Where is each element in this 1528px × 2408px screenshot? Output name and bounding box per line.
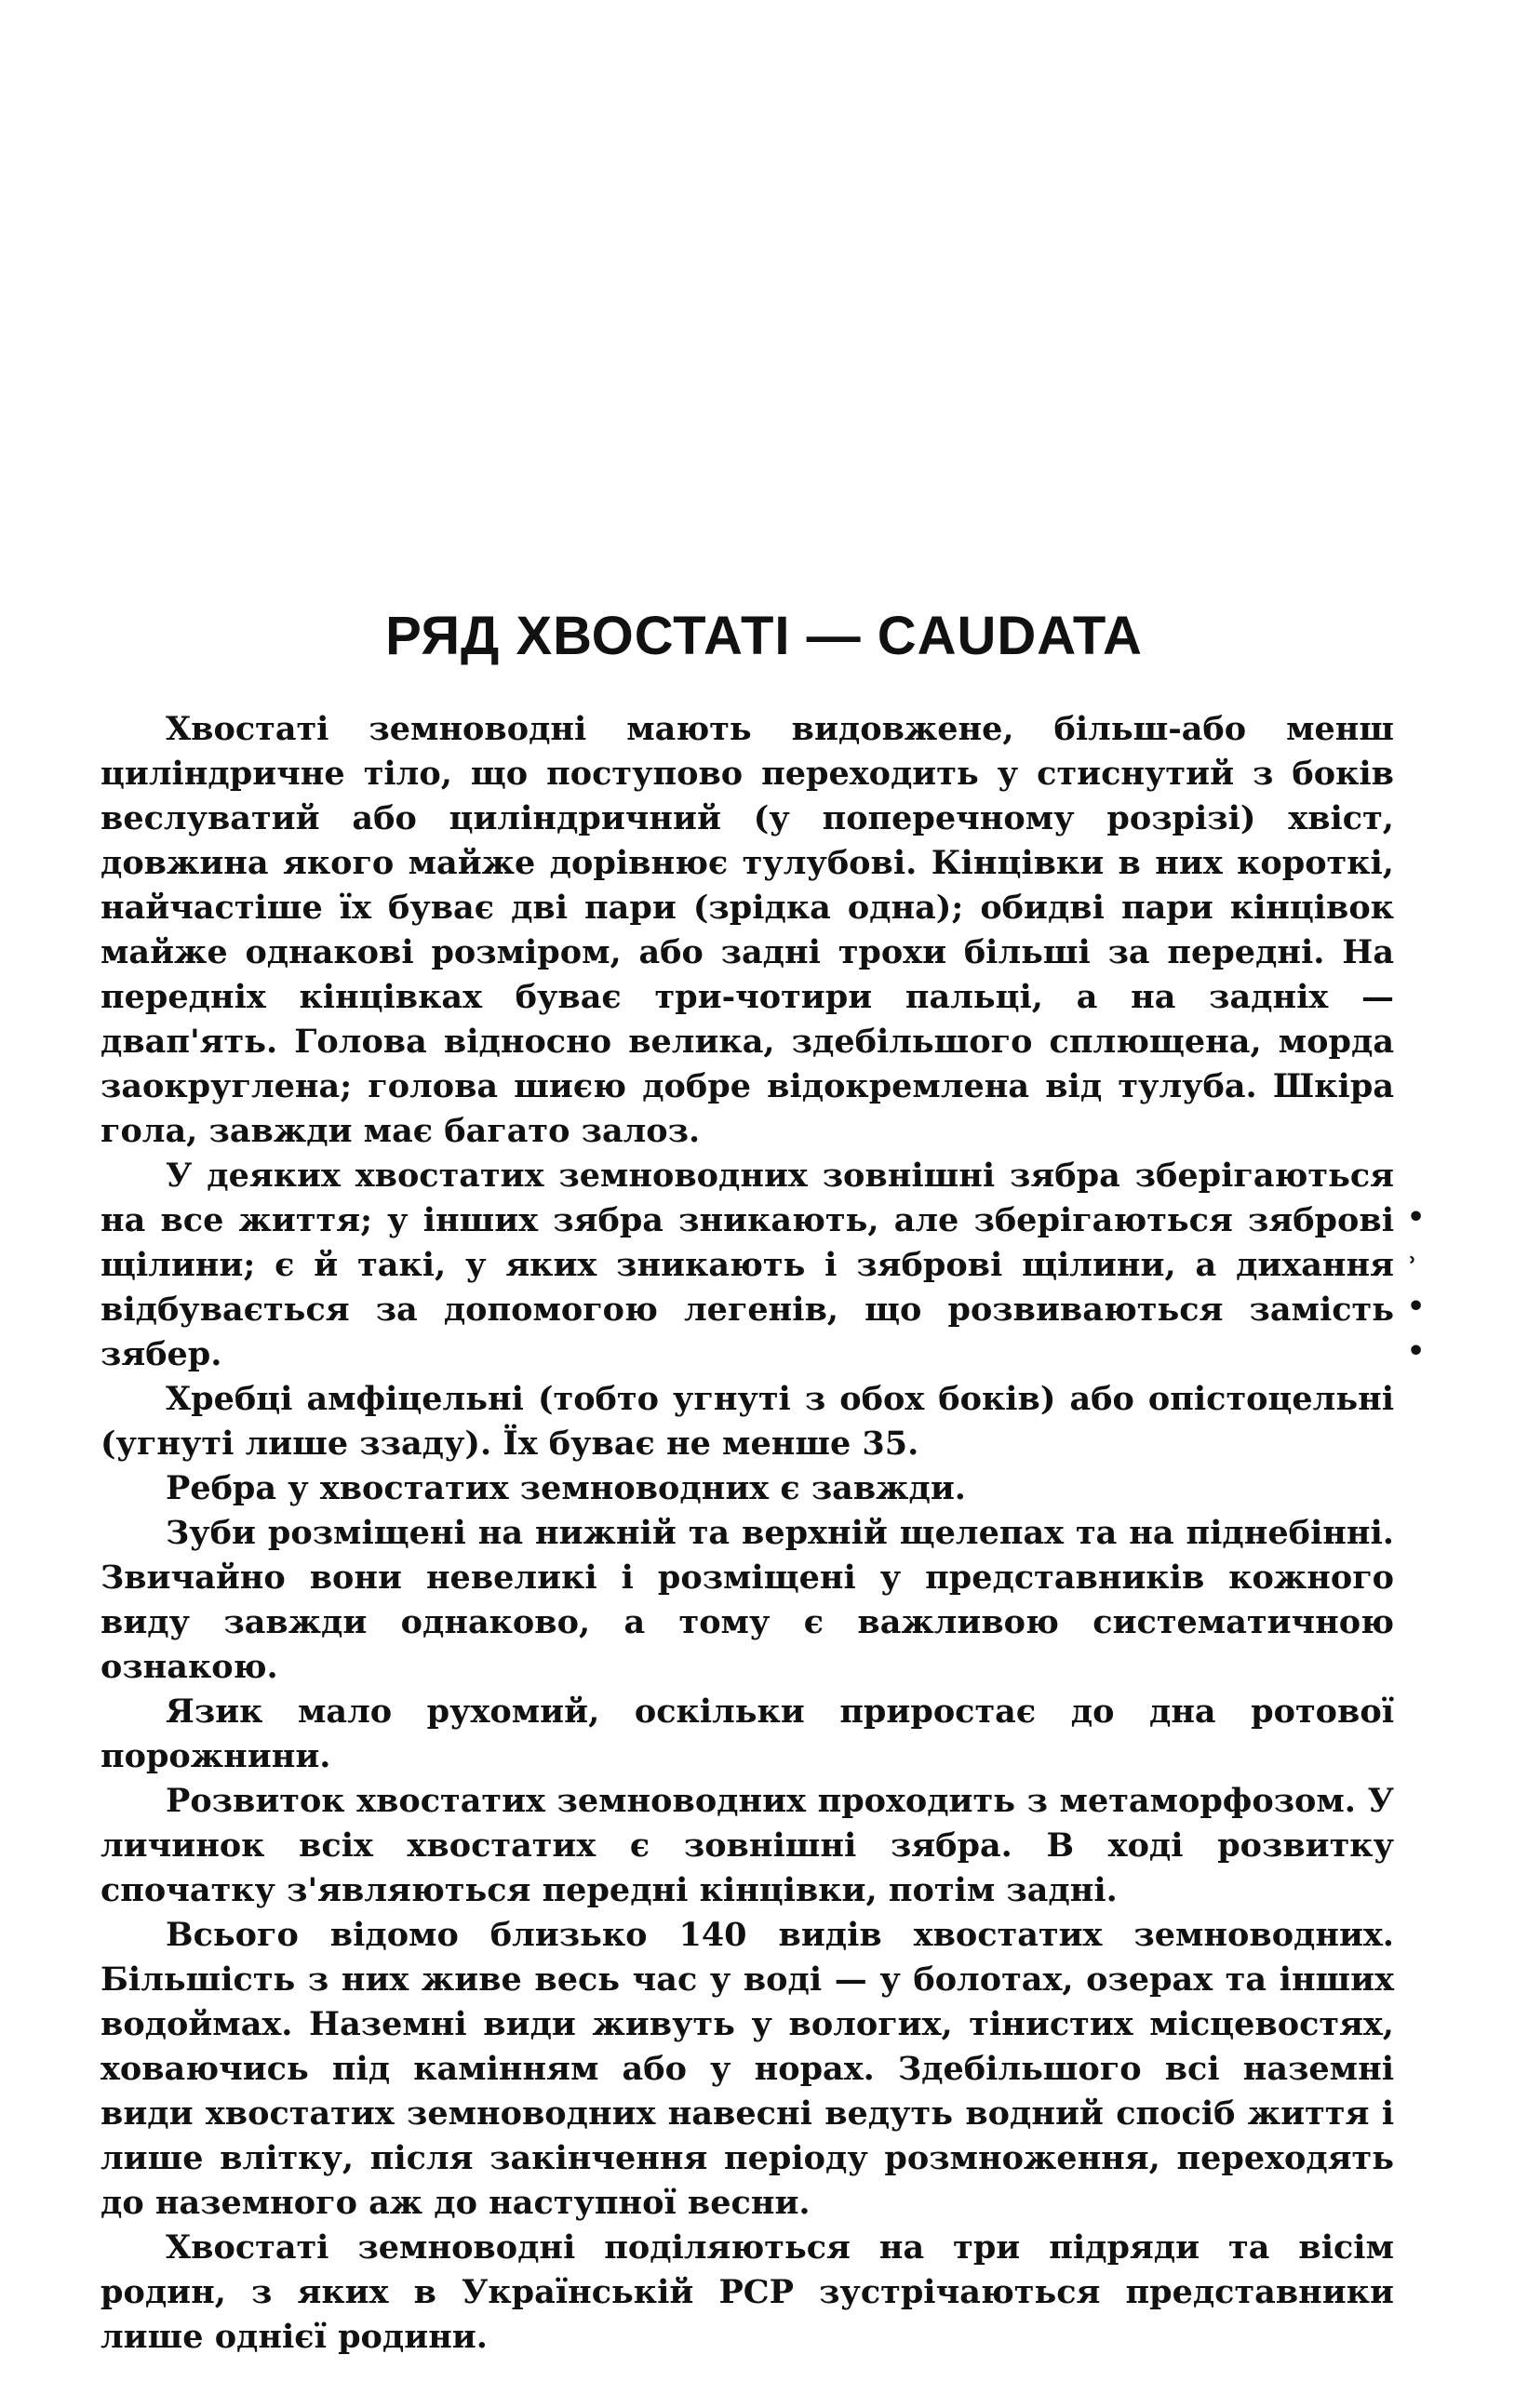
body-text bbox=[101, 707, 1394, 2360]
margin-mark: ˒ bbox=[1407, 1246, 1417, 1278]
margin-marks bbox=[1407, 1196, 1435, 1374]
margin-mark: • bbox=[1407, 1201, 1426, 1234]
paragraph-suborders: Хвостаті земноводні поділяються на три підряди та вісім родин, з яких в Українській РСР зустрічаються представники лише однієї родини. bbox=[101, 2228, 1394, 2356]
paragraph-teeth: Зуби розміщені на нижній та верхній щелепах та на піднебінні. Звичайно вони невеликі і розміщені у представників кожного виду завжди однаково, а тому є важливою систематичною ознакою. bbox=[101, 1514, 1394, 1686]
paragraph-ribs: Ребра у хвостатих земноводних є завжди. bbox=[166, 1469, 966, 1507]
margin-mark: • bbox=[1407, 1291, 1426, 1323]
paragraph-species: Всього відомо близько 140 видів хвостатих земноводних. Більшість з них живе весь час у воді — у болотах, озерах та інших водоймах. Наземні види живуть у вологих, тінистих місцевостях, ховаючись під камінням або у норах. Здебільшого всі наземні види хвостатих земноводних навесні ведуть водний спосіб життя і лише влітку, після закінчення періоду розмноження, переходять до наземного аж до наступної весни. bbox=[101, 1916, 1394, 2222]
chapter-title: РЯД ХВОСТАТІ — CAUDATA bbox=[385, 606, 1143, 666]
margin-mark: • bbox=[1407, 1335, 1426, 1368]
paragraph-development: Розвиток хвостатих земноводних проходить з метаморфозом. У личинок всіх хвостатих є зовнішні зябра. В ході розвитку спочатку з'являються передні кінцівки, потім задні. bbox=[101, 1782, 1394, 1909]
paragraph-body-description: Хвостаті земноводні мають видовжене, більш-або менш циліндричне тіло, що поступово переходить у стиснутий з боків веслуватий або циліндричний (у поперечному розрізі) хвіст, довжина якого майже дорівнює тулубові. Кінцівки в них короткі, найчастіше їх буває дві пари (зрідка одна); обидві пари кінцівок майже однакові розміром, або задні трохи більші за передні. На передніх кінцівках буває три-чотири пальці, а на задніх — двап'ять. Голова відносно велика, здебільшого сплющена, морда заокруглена; голова шиєю добре відокремлена від тулуба. Шкіра гола, завжди має багато залоз. bbox=[101, 710, 1394, 1150]
paragraph-gills: У деяких хвостатих земноводних зовнішні зябра зберігаються на все життя; у інших зябра зникають, але зберігаються зяброві щілини; є й такі, у яких зникають і зяброві щілини, а дихання відбувається за допомогою легенів, що розвиваються замість зябер. bbox=[101, 1157, 1394, 1373]
paragraph-vertebrae: Хребці амфіцельні (тобто угнуті з обох боків) або опістоцельні (угнуті лише ззаду). Їх буває не менше 35. bbox=[101, 1380, 1394, 1463]
paragraph-tongue: Язик мало рухомий, оскільки приростає до дна ротової порожнини. bbox=[101, 1692, 1394, 1775]
